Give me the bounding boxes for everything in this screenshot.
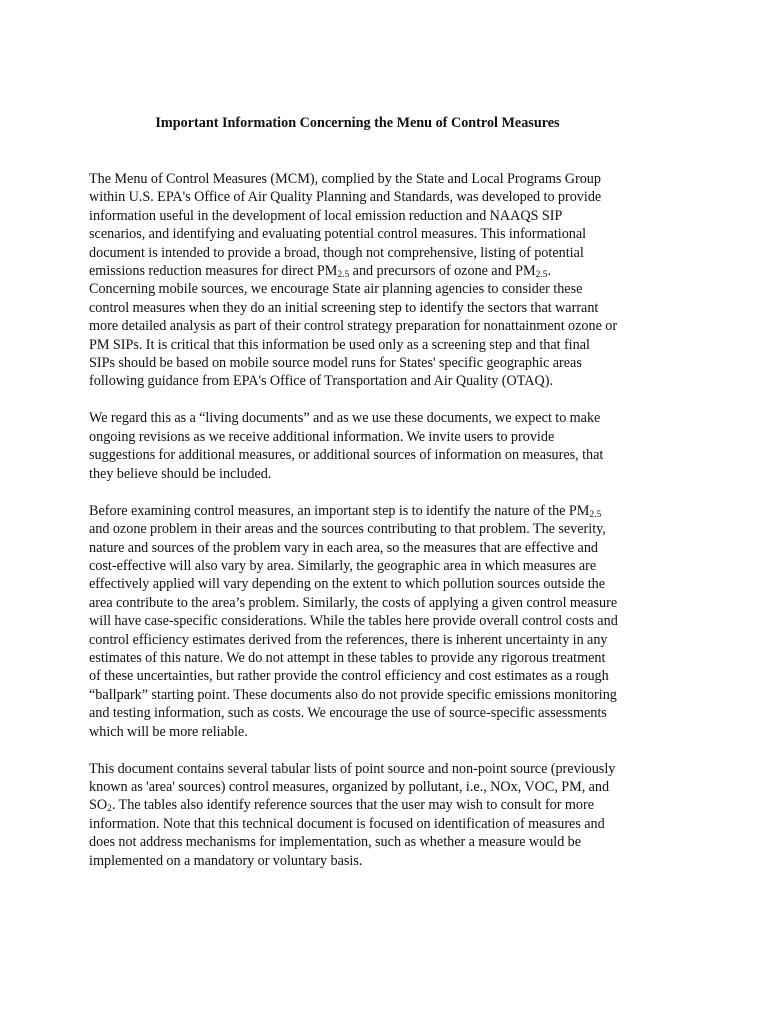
subscript: 2.5 [337, 270, 350, 281]
document-title: Important Information Concerning the Menu of Control Measures [155, 115, 560, 131]
paragraph-tabular-lists [89, 760, 618, 870]
paragraph-examining-measures [89, 502, 618, 741]
paragraph-living-documents [89, 409, 618, 483]
text-segment: We regard this as a “living documents” and as we use these documents, we expect to make ongoing revisions as we receive additional information. We invite users to provide suggestions for additional measures, or additional sources of information on measures, that they believe should be included. [89, 410, 604, 482]
subscript: 2.5 [589, 509, 602, 520]
text-segment: . Concerning mobile sources, we encourage State air planning agencies to consider these control measures when they do an initial screening step to identify the sectors that warrant more detailed analysis as part of their control strategy preparation for nonattainment ozone or PM SIPs. It is critical that this information be used only as a screening step and that final SIPs should be based on mobile source model runs for States' specific geographic areas following guidance from EPA's Office of Transportation and Air Quality (OTAQ). [89, 263, 618, 390]
text-segment: The Menu of Control Measures (MCM), complied by the State and Local Programs Group within U.S. EPA's Office of Air Quality Planning and Standards, was developed to provide information useful in the development of local emission reduction and NAAQS SIP scenarios, and identifying and evaluating potential control measures. This informational document is intended to provide a broad, though not comprehensive, listing of potential emissions reduction measures for direct PM [89, 171, 602, 280]
text-segment: Before examining control measures, an important step is to identify the nature of the PM [89, 502, 590, 519]
text-segment: This document contains several tabular lists of point source and non-point source (previously known as 'area' sources) control measures, organized by pollutant, i.e., NOx, VOC, PM, and SO [89, 760, 616, 814]
text-segment: and precursors of ozone and PM [349, 263, 536, 280]
subscript: 2.5 [535, 270, 548, 281]
subscript: 2 [107, 804, 112, 815]
text-segment: . The tables also identify reference sources that the user may wish to consult for more information. Note that this technical document is focused on identification of measures and does not address mechanisms for implementation, such as whether a measure would be implemented on a mandatory or voluntary basis. [89, 797, 605, 869]
paragraph-intro [89, 170, 618, 391]
text-segment: and ozone problem in their areas and the sources contributing to that problem. The severity, nature and sources of the problem vary in each area, so the measures that are effective and cost-effective will also vary by area. Similarly, the geographic area in which measures are effectively applied will vary depending on the extent to which pollution sources outside the area contribute to the area’s problem. Similarly, the costs of applying a given control measure will have case-specific considerations. While the tables here provide overall control costs and control efficiency estimates derived from the references, there is inherent uncertainty in any estimates of this nature. We do not attempt in these tables to provide any rigorous treatment of these uncertainties, but rather provide the control efficiency and cost estimates as a rough “ballpark” starting point. These documents also do not provide specific emissions monitoring and testing information, such as costs. We encourage the use of source-specific assessments which will be more reliable. [89, 521, 618, 740]
